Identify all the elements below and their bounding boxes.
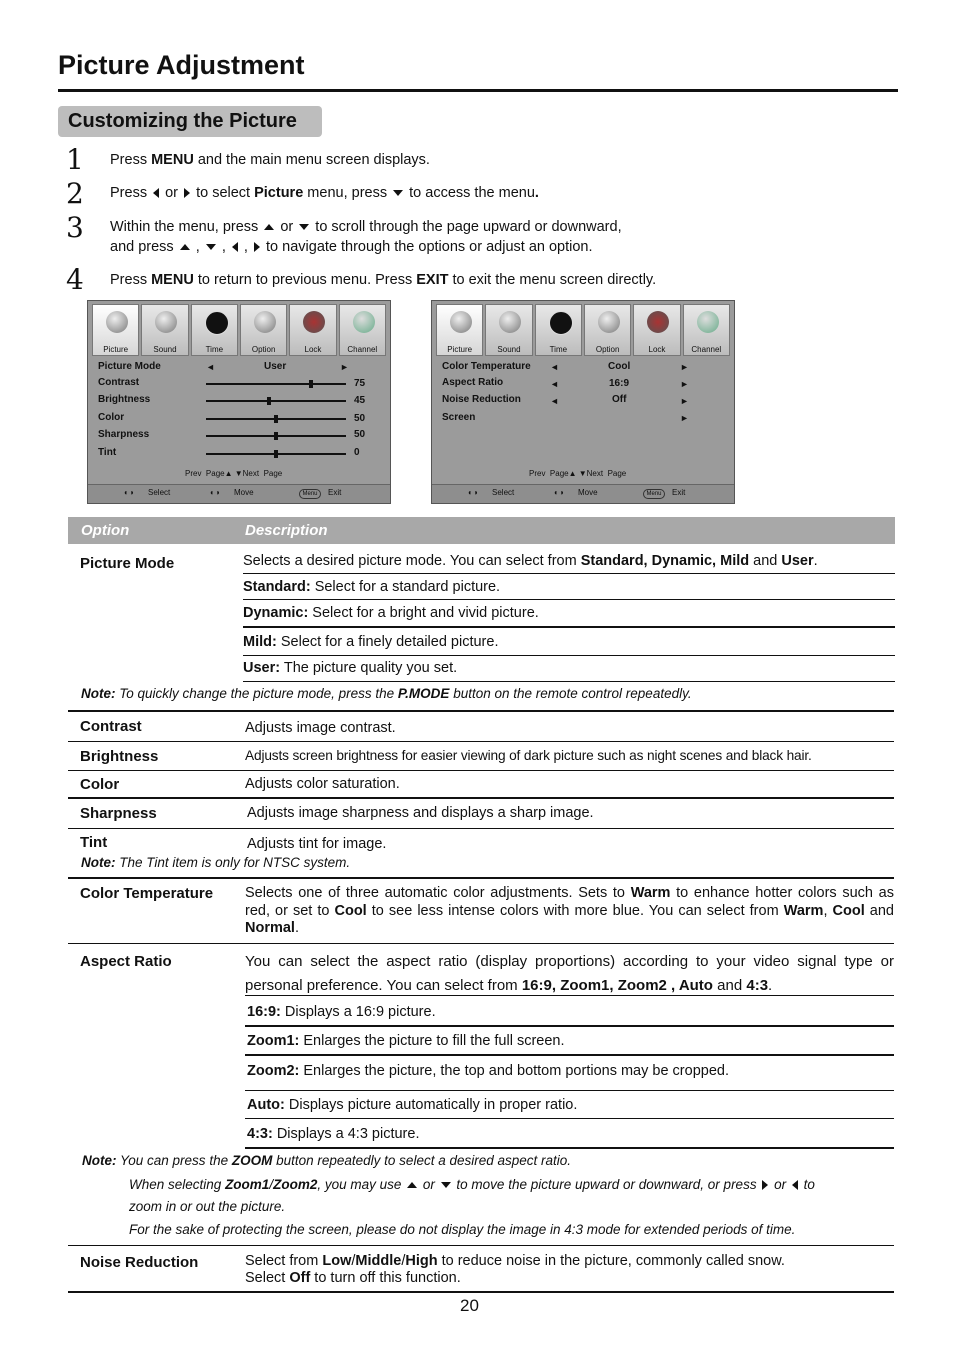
option-noise-reduction: Noise Reduction <box>80 1254 199 1271</box>
osd-row-label[interactable]: Aspect Ratio <box>442 377 504 388</box>
aspect-zoom2: Zoom2: Enlarges the picture, the top and bottom portions may be cropped. <box>247 1063 729 1079</box>
osd-tab-lock[interactable]: Lock <box>633 304 680 356</box>
option-tint: Tint <box>80 834 108 851</box>
osd-row-label[interactable]: Picture Mode <box>98 361 161 372</box>
slider-knob[interactable] <box>274 432 278 440</box>
move-keys-icon: ◐◑ <box>554 488 564 497</box>
up-arrow-icon <box>407 1182 417 1188</box>
osd-row-label[interactable]: Color Temperature <box>442 361 531 372</box>
globe-icon <box>697 311 719 333</box>
clock-icon <box>549 311 573 335</box>
osd-row-value: User <box>264 361 287 372</box>
contrast-desc: Adjusts image contrast. <box>245 720 396 736</box>
step-2-text: Press or to select Picture menu, press to access the menu. <box>110 185 539 201</box>
osd-row-value: 50 <box>354 429 366 440</box>
osd-footer <box>88 484 390 503</box>
picture-mode-user: User: The picture quality you set. <box>243 660 458 676</box>
header-description: Description <box>245 522 328 539</box>
left-arrow-icon <box>232 242 238 252</box>
headphones-icon <box>155 311 177 333</box>
aspect-desc: You can select the aspect ratio (display proportions) according to your video signal type or personal preference. You can select from 16:9, Zoom1, Zoom2 , Auto and 4:3. <box>245 953 894 994</box>
option-color: Color <box>80 776 120 793</box>
step-number: 4 <box>66 263 84 296</box>
osd-row-label[interactable]: Sharpness <box>98 429 150 440</box>
slider-knob[interactable] <box>309 380 313 388</box>
down-arrow-icon <box>393 190 403 196</box>
osd-slider[interactable] <box>206 435 346 437</box>
select-keys-icon: ◐◑ <box>124 488 134 497</box>
left-arrow-icon: ◄ <box>550 379 559 389</box>
osd-footer <box>432 484 734 503</box>
brightness-desc: Adjusts screen brightness for easier viewing of dark picture such as night scenes and black hair. <box>245 748 812 763</box>
right-arrow-icon <box>762 1180 768 1190</box>
menu-key-icon: Menu <box>299 489 321 499</box>
osd-tab-time[interactable]: Time <box>191 304 238 356</box>
osd-tab-sound[interactable]: Sound <box>485 304 532 356</box>
tools-icon <box>254 311 276 333</box>
step-1-text: Press MENU and the main menu screen displays. <box>110 152 430 168</box>
osd-row-label[interactable]: Color <box>98 412 125 423</box>
page-number: 20 <box>460 1296 479 1315</box>
osd-slider[interactable] <box>206 383 346 385</box>
menu-key-icon: Menu <box>643 489 665 499</box>
option-contrast: Contrast <box>80 718 142 735</box>
option-brightness: Brightness <box>80 748 159 765</box>
step-number: 3 <box>66 211 84 244</box>
aspect-note-3: zoom in or out the picture. <box>129 1199 286 1214</box>
osd-slider[interactable] <box>206 453 346 455</box>
step-4-text: Press MENU to return to previous menu. Press EXIT to exit the menu screen directly. <box>110 272 657 288</box>
picture-mode-dynamic: Dynamic: Select for a bright and vivid picture. <box>243 605 539 621</box>
aspect-16-9: 16:9: Displays a 16:9 picture. <box>247 1004 436 1020</box>
right-arrow-icon: ► <box>680 379 689 389</box>
option-sharpness: Sharpness <box>80 805 157 822</box>
right-arrow-icon <box>184 188 190 198</box>
slider-knob[interactable] <box>274 415 278 423</box>
osd-exit-label: Exit <box>672 488 686 497</box>
osd-row-value: 50 <box>354 413 366 424</box>
option-picture-mode: Picture Mode <box>80 555 175 572</box>
osd-slider[interactable] <box>206 418 346 420</box>
osd-tab-channel[interactable]: Channel <box>339 304 386 356</box>
tint-note: Note: The Tint item is only for NTSC system. <box>81 855 351 870</box>
osd-tab-channel[interactable]: Channel <box>683 304 730 356</box>
aspect-zoom1: Zoom1: Enlarges the picture to fill the full screen. <box>247 1033 565 1049</box>
osd-exit-label: Exit <box>328 488 342 497</box>
up-arrow-icon <box>180 244 190 250</box>
osd-row-value: 16:9 <box>609 378 630 389</box>
osd-move-label: Move <box>578 488 598 497</box>
step-number: 1 <box>66 143 84 176</box>
osd-row-value: Off <box>612 394 627 405</box>
right-arrow-icon: ► <box>680 413 689 423</box>
lock-icon <box>647 311 669 333</box>
title-rule <box>58 89 898 92</box>
option-color-temperature: Color Temperature <box>80 885 214 902</box>
left-arrow-icon: ◄ <box>550 396 559 406</box>
left-arrow-icon <box>792 1180 798 1190</box>
picture-mode-standard: Standard: Select for a standard picture. <box>243 579 501 595</box>
section-heading-text: Customizing the Picture <box>68 110 297 132</box>
osd-select-label: Select <box>492 488 515 497</box>
osd-row-value: Cool <box>608 361 631 372</box>
up-arrow-icon <box>264 224 274 230</box>
option-aspect-ratio: Aspect Ratio <box>80 953 172 970</box>
osd-row-label[interactable]: Tint <box>98 447 117 458</box>
osd-tab-option[interactable]: Option <box>240 304 287 356</box>
step-number: 2 <box>66 177 84 210</box>
left-arrow-icon <box>153 188 159 198</box>
osd-tab-sound[interactable]: Sound <box>141 304 188 356</box>
osd-tab-bar <box>92 304 386 354</box>
slider-knob[interactable] <box>274 450 278 458</box>
sharpness-desc: Adjusts image sharpness and displays a sharp image. <box>247 805 594 821</box>
tools-icon <box>598 311 620 333</box>
osd-row-value: 75 <box>354 378 366 389</box>
picture-mode-mild: Mild: Select for a finely detailed picture. <box>243 634 499 650</box>
color-desc: Adjusts color saturation. <box>245 776 400 792</box>
lock-icon <box>303 311 325 333</box>
osd-row-label[interactable]: Brightness <box>98 394 151 405</box>
aspect-note-4: For the sake of protecting the screen, please do not display the image in 4:3 mode for extended periods of time. <box>129 1222 796 1237</box>
picture-mode-intro: Selects a desired picture mode. You can select from Standard, Dynamic, Mild and User. <box>243 553 818 569</box>
header-option: Option <box>81 522 130 539</box>
right-arrow-icon: ► <box>680 396 689 406</box>
down-arrow-icon <box>206 244 216 250</box>
section-heading <box>58 106 322 137</box>
clock-icon <box>205 311 229 335</box>
aspect-note-1: Note: You can press the ZOOM button repeatedly to select a desired aspect ratio. <box>82 1153 572 1168</box>
left-arrow-icon: ◄ <box>206 362 215 372</box>
camera-icon <box>106 311 128 333</box>
camera-icon <box>450 311 472 333</box>
down-arrow-icon <box>441 1182 451 1188</box>
osd-tab-bar <box>436 304 730 354</box>
noise-desc: Select from Low/Middle/High to reduce noise in the picture, commonly called snow. Select Off to turn off this function. <box>245 1253 785 1286</box>
osd-picture-menu <box>87 300 391 504</box>
osd-slider[interactable] <box>206 400 346 402</box>
globe-icon <box>353 311 375 333</box>
osd-move-label: Move <box>234 488 254 497</box>
move-keys-icon: ◐◑ <box>210 488 220 497</box>
aspect-auto: Auto: Displays picture automatically in proper ratio. <box>247 1097 578 1113</box>
table-header <box>68 517 895 544</box>
left-arrow-icon: ◄ <box>550 362 559 372</box>
slider-knob[interactable] <box>267 397 271 405</box>
tint-desc: Adjusts tint for image. <box>247 836 387 852</box>
osd-select-label: Select <box>148 488 171 497</box>
osd-tab-option[interactable]: Option <box>584 304 631 356</box>
page-title: Picture Adjustment <box>58 50 305 80</box>
select-keys-icon: ◐◑ <box>468 488 478 497</box>
osd-tab-picture[interactable]: Picture <box>92 304 139 356</box>
osd-tab-picture[interactable]: Picture <box>436 304 483 356</box>
aspect-4-3: 4:3: Displays a 4:3 picture. <box>247 1126 420 1142</box>
color-temp-desc: Selects one of three automatic color adjustments. Sets to Warm to enhance hotter colors such as red, or set to Cool to see less intense colors with more blue. You can select from Warm, Cool and Normal. <box>245 885 894 936</box>
osd-tab-time[interactable]: Time <box>535 304 582 356</box>
osd-option-menu <box>431 300 735 504</box>
osd-row-label[interactable]: Contrast <box>98 377 140 388</box>
picture-mode-note: Note: To quickly change the picture mode, press the P.MODE button on the remote control repeatedly. <box>81 686 692 701</box>
osd-row-value: 45 <box>354 395 366 406</box>
osd-row-value: 0 <box>354 447 360 458</box>
aspect-note-2: When selecting Zoom1/Zoom2, you may use or to move the picture upward or downward, or press or to <box>129 1177 815 1192</box>
osd-tab-lock[interactable]: Lock <box>289 304 336 356</box>
right-arrow-icon <box>254 242 260 252</box>
osd-row-label[interactable]: Noise Reduction <box>442 394 521 405</box>
osd-page-nav: Prev Page▲ ▼Next Page <box>185 469 283 478</box>
step-3-text: Within the menu, press or to scroll through the page upward or downward, and press , , , to navigate through the options or adjust an option. <box>110 219 622 255</box>
right-arrow-icon: ► <box>340 362 349 372</box>
headphones-icon <box>499 311 521 333</box>
right-arrow-icon: ► <box>680 362 689 372</box>
osd-page-nav: Prev Page▲ ▼Next Page <box>529 469 627 478</box>
down-arrow-icon <box>299 224 309 230</box>
osd-row-label[interactable]: Screen <box>442 412 476 423</box>
